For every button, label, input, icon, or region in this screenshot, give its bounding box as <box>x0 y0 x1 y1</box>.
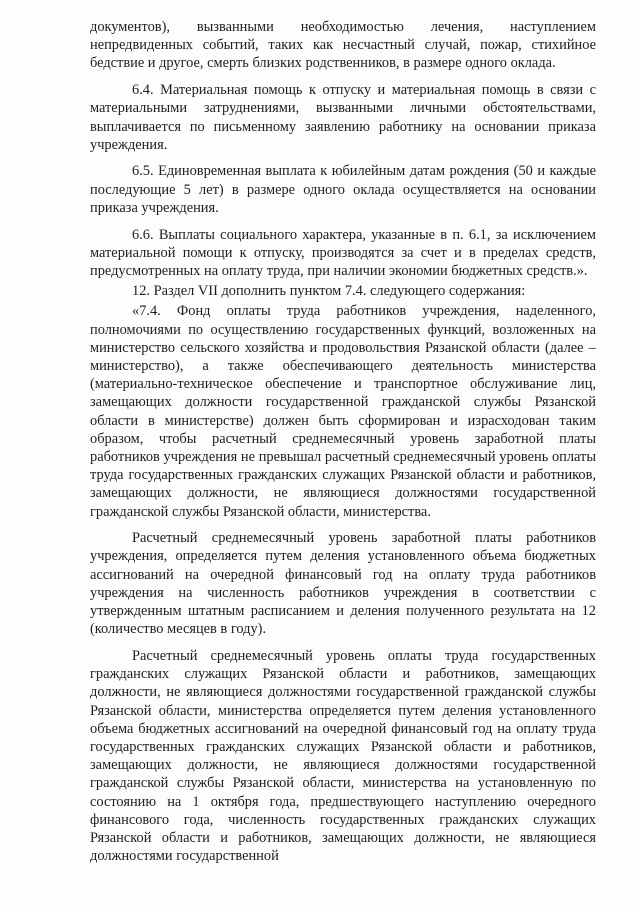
paragraph-salary-level-civil-servants: Расчетный среднемесячный уровень оплаты труда государственных гражданских служащих Рязанской области и работников, замещающих должности, не являющиеся должностями государственной гражданской службы Рязанской области, министерства определяется путем деления установленного объема бюджетных ассигнований на очередной финансовый год на оплату труда государственных гражданских служащих Рязанской области и работников, замещающих должности, не являющиеся должностями государственной гражданской службы Рязанской области, министерства на установленную по состоянию на 1 октября года, предшествующего наступлению очередного финансового года, численность государственных гражданских служащих Рязанской области и работников, замещающих должности, не являющиеся должностями государственной <box>90 648 596 865</box>
paragraph-continuation: документов), вызванными необходимостью лечения, наступлением непредвиденных событий, таких как несчастный случай, пожар, стихийное бедствие и другое, смерть близких родственников, в размере одного оклада. <box>90 19 596 72</box>
paragraph-salary-level-employees: Расчетный среднемесячный уровень заработной платы работников учреждения, определяется путем деления установленного объема бюджетных ассигнований на очередной финансовый год на оплату труда работников учреждения на численность работников учреждения в соответствии с утвержденным штатным расписанием и деления полученного результата на 12 (количество месяцев в году). <box>90 530 596 638</box>
document-body <box>90 18 596 874</box>
paragraph-6-4: 6.4. Материальная помощь к отпуску и материальная помощь в связи с материальными затруднениями, вызванными личными обстоятельствами, выплачивается по письменному заявлению работнику на основании приказа учреждения. <box>90 82 596 153</box>
paragraph-item-12: 12. Раздел VII дополнить пунктом 7.4. следующего содержания: <box>132 283 526 300</box>
paragraph-6-5: 6.5. Единовременная выплата к юбилейным датам рождения (50 и каждые последующие 5 лет) в размере одного оклада осуществляется на основании приказа учреждения. <box>90 163 596 216</box>
paragraph-6-6: 6.6. Выплаты социального характера, указанные в п. 6.1, за исключением материальной помощи к отпуску, производятся за счет и в пределах средств, предусмотренных на оплату труда, при наличии экономии бюджетных средств.». <box>90 226 596 279</box>
paragraph-7-4: «7.4. Фонд оплаты труда работников учреждения, наделенного, полномочиями по осуществлению государственных функций, возложенных на министерство сельского хозяйства и продовольствия Рязанской области (далее – министерство), а также обеспечивающего деятельность министерства (материально-техническое обеспечение и транспортное обслуживание лиц, замещающих должности государственной гражданской службы Рязанской области в министерстве) должен быть сформирован и израсходован таким образом, чтобы расчетный среднемесячный уровень заработной платы работников учреждения не превышал расчетный среднемесячный уровень оплаты труда государственных гражданских служащих Рязанской области и работников, замещающих должности, не являющиеся должностями государственной гражданской службы Рязанской области, министерства. <box>90 303 596 520</box>
